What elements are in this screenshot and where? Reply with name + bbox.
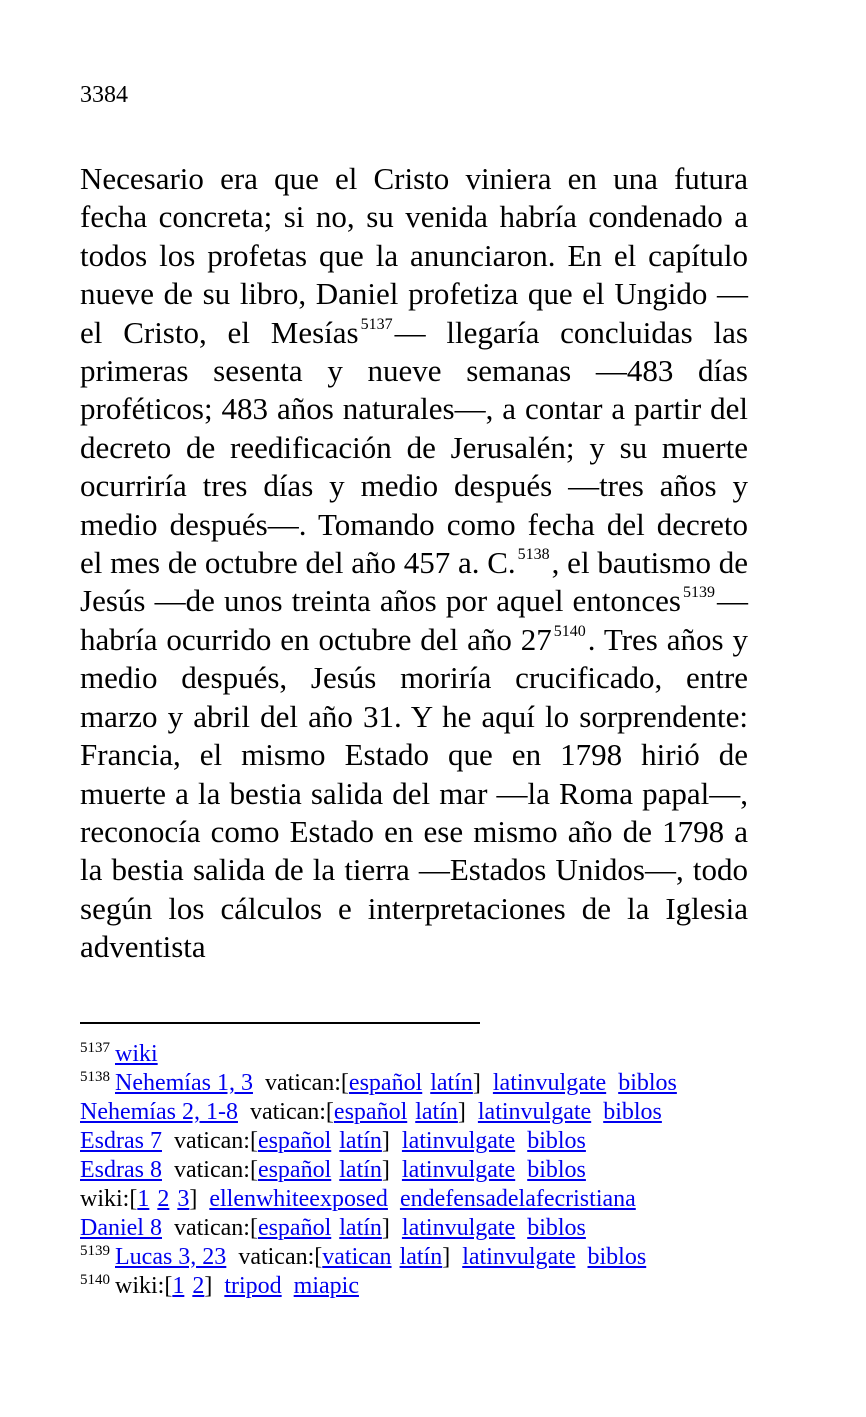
espanol-link[interactable]: español — [257, 1157, 332, 1183]
latin-link[interactable]: latín — [415, 1099, 458, 1125]
latinvulgate-link[interactable]: latinvulgate — [477, 1099, 592, 1125]
latinvulgate-link[interactable]: latinvulgate — [401, 1157, 516, 1183]
footnote-ref-5137[interactable]: 5137 — [360, 315, 393, 333]
miapic-link[interactable]: miapic — [293, 1273, 359, 1299]
reference-link[interactable]: Lucas 3, 23 — [115, 1244, 227, 1270]
latinvulgate-link[interactable]: latinvulgate — [401, 1128, 516, 1154]
latinvulgate-link[interactable]: latinvulgate — [492, 1070, 607, 1096]
biblos-link[interactable]: biblos — [587, 1244, 647, 1270]
body-text-5: . Tres años y medio después, Jesús moriría crucificado, entre marzo y abril del año 31. Y he aquí lo sorprendente: Francia, el mismo Estado que en 1798 hirió de muerte a la bestia salida del mar —la Roma papal—, reconocía como Estado en ese mismo año de 1798 a la bestia salida de la tierra —Estados Unidos—, todo según los cálculos e interpretaciones de la Iglesia adventista — [80, 621, 748, 965]
body-text-1: Necesario era que el Cristo viniera en una futura fecha concreta; si no, su venida habría condenado a todos los profetas que la anunciaron. En el capítulo nueve de su libro, Daniel profetiza que el Ungido —el Cristo, el Mesías — [80, 161, 748, 350]
latin-link[interactable]: latín — [399, 1244, 443, 1270]
reference-link[interactable]: Esdras 7 — [80, 1128, 162, 1154]
vatican-label: vatican:[ — [173, 1215, 258, 1241]
latinvulgate-link[interactable]: latinvulgate — [401, 1215, 516, 1241]
footnote-5138-line-5 — [80, 1185, 780, 1214]
footnote-5138-line-4 — [80, 1156, 780, 1185]
body-text-3: , el bautismo de Jesús —de unos treinta años por aquel entonces — [80, 545, 748, 619]
espanol-link[interactable]: español — [333, 1099, 408, 1125]
wiki-link[interactable]: wiki — [115, 1041, 158, 1067]
latin-link[interactable]: latín — [339, 1215, 382, 1241]
footnotes — [80, 1040, 780, 1301]
footnote-5138-line-1 — [80, 1069, 780, 1098]
footnote-number: 5138 — [80, 1069, 110, 1085]
wiki-link-2[interactable]: 2 — [192, 1273, 205, 1299]
vatican-label: vatican:[ — [238, 1244, 323, 1270]
footnote-5138-line-6 — [80, 1214, 780, 1243]
page-number: 3384 — [80, 82, 128, 108]
footnote-5137 — [80, 1040, 780, 1069]
espanol-link[interactable]: español — [257, 1128, 332, 1154]
footnote-ref-5139[interactable]: 5139 — [683, 584, 715, 602]
bracket-close: ] — [381, 1157, 390, 1183]
espanol-link[interactable]: español — [348, 1070, 423, 1096]
footnote-5139 — [80, 1243, 780, 1272]
footnote-5138-line-3 — [80, 1127, 780, 1156]
vatican-label: vatican:[ — [173, 1128, 258, 1154]
body-text-2: — llegaría concluidas las primeras sesenta y nueve semanas —483 días proféticos; 483 años naturales—, a contar a partir del decreto de reedificación de Jerusalén; y su muerte ocurriría tres días y medio después —tres años y medio después—. Tomando como fecha del decreto el mes de octubre del año 457 a. C. — [80, 314, 748, 581]
reference-link[interactable]: Nehemías 2, 1-8 — [80, 1099, 238, 1125]
bracket-close: ] — [381, 1215, 390, 1241]
wiki-label: wiki:[ — [80, 1186, 138, 1212]
bracket-close: ] — [457, 1099, 466, 1125]
wiki-link-3[interactable]: 3 — [177, 1186, 190, 1212]
biblos-link[interactable]: biblos — [603, 1099, 662, 1125]
bracket-close: ] — [189, 1186, 198, 1212]
espanol-link[interactable]: español — [257, 1215, 332, 1241]
latin-link[interactable]: latín — [430, 1070, 473, 1096]
ellenwhiteexposed-link[interactable]: ellenwhiteexposed — [209, 1186, 388, 1212]
footnote-ref-5138[interactable]: 5138 — [517, 546, 550, 564]
vatican-label: vatican:[ — [249, 1099, 334, 1125]
wiki-link-1[interactable]: 1 — [172, 1273, 185, 1299]
footnote-5140 — [80, 1272, 780, 1301]
wiki-link-1[interactable]: 1 — [137, 1186, 150, 1212]
latin-link[interactable]: latín — [339, 1157, 382, 1183]
bracket-close: ] — [442, 1244, 451, 1270]
wiki-link-2[interactable]: 2 — [157, 1186, 170, 1212]
reference-link[interactable]: Daniel 8 — [80, 1215, 162, 1241]
vatican-label: vatican:[ — [173, 1157, 258, 1183]
endefensadelafecristiana-link[interactable]: endefensadelafecristiana — [399, 1186, 636, 1212]
latin-link[interactable]: latín — [339, 1128, 382, 1154]
footnote-number: 5140 — [80, 1272, 110, 1288]
reference-link[interactable]: Esdras 8 — [80, 1157, 162, 1183]
biblos-link[interactable]: biblos — [618, 1070, 677, 1096]
tripod-link[interactable]: tripod — [224, 1273, 282, 1299]
vatican-link[interactable]: vatican — [322, 1244, 392, 1270]
biblos-link[interactable]: biblos — [527, 1157, 586, 1183]
body-paragraph — [80, 160, 748, 967]
body-text-4: — habría ocurrido en octubre del año 27 — [80, 583, 748, 657]
bracket-close: ] — [472, 1070, 481, 1096]
biblos-link[interactable]: biblos — [527, 1128, 586, 1154]
bracket-close: ] — [381, 1128, 390, 1154]
footnote-ref-5140[interactable]: 5140 — [553, 622, 586, 640]
latinvulgate-link[interactable]: latinvulgate — [462, 1244, 576, 1270]
footnote-number: 5137 — [80, 1040, 110, 1056]
vatican-label: vatican:[ — [264, 1070, 349, 1096]
footnote-5138-line-2 — [80, 1098, 780, 1127]
reference-link[interactable]: Nehemías 1, 3 — [115, 1070, 253, 1096]
wiki-label: wiki:[ — [115, 1273, 173, 1299]
bracket-close: ] — [204, 1273, 213, 1299]
footnote-separator — [80, 1022, 480, 1024]
footnote-number: 5139 — [80, 1243, 110, 1259]
biblos-link[interactable]: biblos — [527, 1215, 586, 1241]
